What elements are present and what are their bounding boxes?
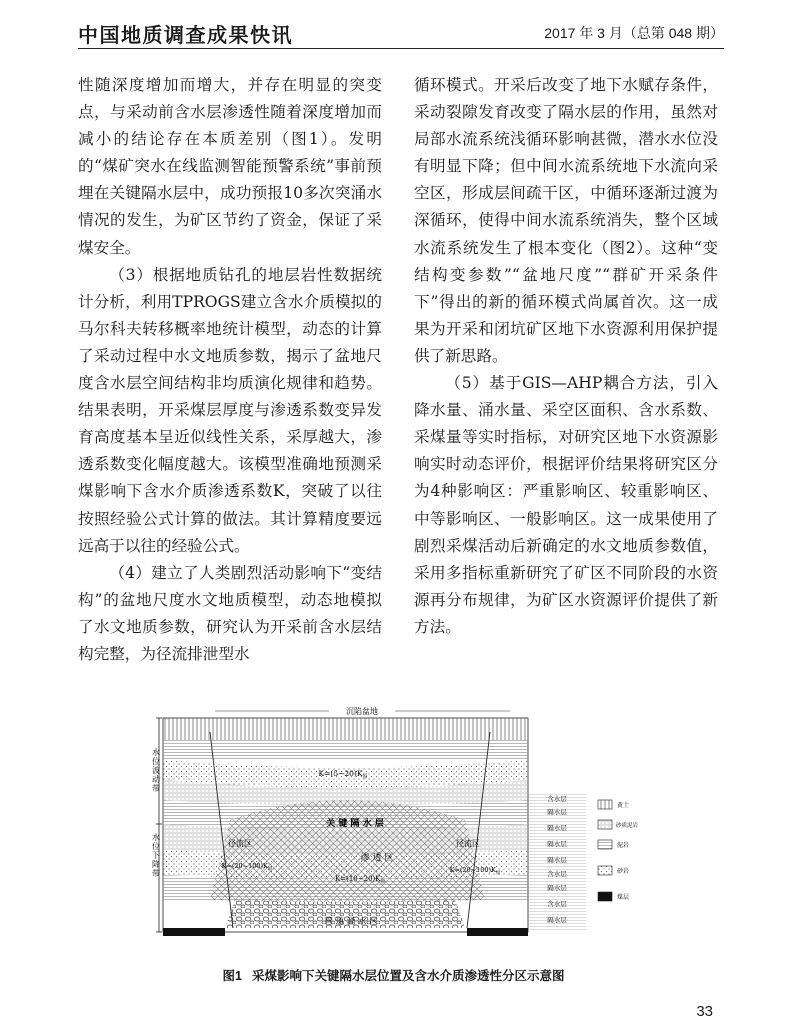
paragraph: 循环模式。开采后改变了地下水赋存条件，采动裂隙发育改变了隔水层的作用，虽然对局部水流系统浅循环影响甚微，潜水水位没有明显下降；但中间水流系统地下水流向采空区，形成层间疏干区，中循环逐渐过渡为深循环，使得中间水流系统消失，整个区域水流系统发生了根本变化（图2）。这种“变结构变参数”“盆地尺度”“群矿开采条件下”得出的新的循环模式尚属首次。这一成果为开采和闭坑矿区地下水资源利用保护提供了新思路。 <box>414 76 718 365</box>
k-left: $K=(20\sim 100)K_原$ <box>221 862 273 872</box>
right-flow-zone: 径流区 <box>456 839 480 848</box>
issue-info: 2017 年 3 月（总第 048 期） <box>544 25 724 41</box>
header-rule <box>78 48 724 49</box>
right-column <box>414 72 718 641</box>
svg-text:砂质泥岩: 砂质泥岩 <box>616 823 639 829</box>
paragraph: 性随深度增加而增大，并存在明显的突变点，与采动前含水层渗透性随着深度增加而减小的结论存在本质差别（图1）。发明的“煤矿突水在线监测智能预警系统”事前预埋在关键隔水层中，成功预报10多次突涌水情况的发生，为矿区节约了资金，保证了采煤安全。 <box>78 76 382 257</box>
strata-diagram <box>152 700 642 947</box>
legend <box>598 800 639 901</box>
k-middle: $K=(10\sim 20)K_原$ <box>335 875 385 885</box>
svg-text:泥岩: 泥岩 <box>617 842 630 849</box>
axis-label-lower: 水位下降带 <box>152 833 160 878</box>
figure-caption <box>0 966 797 984</box>
svg-text:煤层: 煤层 <box>617 894 630 901</box>
figure-1 <box>152 700 642 947</box>
running-header <box>78 14 724 48</box>
caption-text: 采煤影响下关键隔水层位置及含水介质渗透性分区示意图 <box>251 969 565 983</box>
axis-label-upper: 水位波动带 <box>152 748 160 793</box>
svg-text:黄土: 黄土 <box>617 802 630 809</box>
page-number: 33 <box>696 1003 713 1020</box>
pipe-inrush-zone: 管 道 涌 水 区 <box>324 917 378 927</box>
paragraph: （4）建立了人类剧烈活动影响下“变结构”的盆地尺度水文地质模型，动态地模拟了水文地质参数，研究认为开采前含水层结构完整，为径流排泄型水 <box>78 563 382 663</box>
zone-k-upper: $K=(5\sim 20)K_原$ <box>318 769 368 780</box>
paragraph: （3）根据地质钻孔的地层岩性数据统计分析，利用TPROGS建立含水介质模拟的马尔科夫转移概率地统计模型，动态的计算了采动过程中水文地质参数，揭示了盆地尺度含水层空间结构非均质演化规律和趋势。结果表明，开采煤层厚度与渗透系数变异发育高度基本呈近似线性关系，采厚越大，渗透系数变化幅度越大。该模型准确地预测采煤影响下含水介质渗透系数K，突破了以往按照经验公式计算的做法。其计算精度要远远高于以往的经验公式。 <box>78 265 382 555</box>
caption-number: 图1 <box>222 969 242 983</box>
svg-text:砂岩: 砂岩 <box>617 868 630 875</box>
k-right: $K=(20\sim 100)K_原$ <box>449 866 501 876</box>
left-flow-zone: 径流区 <box>228 839 252 848</box>
basin-label: 沉陷盆地 <box>346 707 378 716</box>
journal-title: 中国地质调查成果快讯 <box>78 23 293 47</box>
left-column <box>78 72 382 668</box>
key-aquitard-label: 关 键 隔 水 层 <box>326 819 384 829</box>
paragraph: （5）基于GIS—AHP耦合方法，引入降水量、涌水量、采空区面积、含水系数、采煤量等实时指标，对研究区地下水资源影响实时动态评价，根据评价结果将研究区分为4种影响区：严重影响区、较重影响区、中等影响区、一般影响区。这一成果使用了剧烈采煤活动后新确定的水文地质参数值，采用多指标重新研究了矿区不同阶段的水资源再分布规律，为矿区水资源评价提供了新方法。 <box>414 374 718 636</box>
seepage-zone: 渗 透 区 <box>360 853 394 863</box>
